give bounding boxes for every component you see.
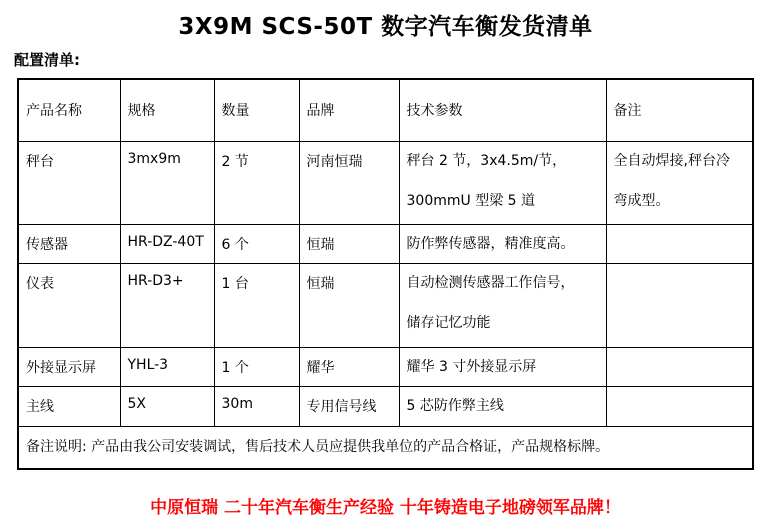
page-title: 3X9M SCS-50T 数字汽车衡发货清单 xyxy=(178,14,593,40)
header-product-name: 产品名称 xyxy=(18,79,120,141)
cell-tech-params xyxy=(399,386,606,426)
cell-tech-params xyxy=(399,263,606,347)
cell-spec: YHL-3 xyxy=(120,347,214,386)
cell-brand: 河南恒瑞 xyxy=(299,141,399,224)
table-row xyxy=(18,141,753,224)
header-quantity: 数量 xyxy=(214,79,299,141)
tech-line-2: 300mmU 型梁 5 道 xyxy=(406,192,536,209)
table-header-row xyxy=(18,79,753,141)
tech-line-2: 储存记忆功能 xyxy=(406,314,491,331)
brand-slogan: 中原恒瑞 二十年汽车衡生产经验 十年铸造电子地磅领军品牌！ xyxy=(150,498,621,518)
cell-product-name: 外接显示屏 xyxy=(18,347,120,386)
tech-line-1: 秤台 2 节，3x4.5m/节， xyxy=(406,152,567,169)
cell-brand: 耀华 xyxy=(299,347,399,386)
cell-quantity: 6 个 xyxy=(214,224,299,263)
cell-spec: HR-D3+ xyxy=(120,263,214,347)
tech-line-1: 耀华 3 寸外接显示屏 xyxy=(406,358,537,375)
table-row xyxy=(18,347,753,386)
shipping-list-table xyxy=(17,78,754,470)
cell-product-name: 秤台 xyxy=(18,141,120,224)
cell-quantity: 1 台 xyxy=(214,263,299,347)
header-brand: 品牌 xyxy=(299,79,399,141)
table-footer-row xyxy=(18,426,753,469)
table-row xyxy=(18,386,753,426)
cell-tech-params xyxy=(399,347,606,386)
cell-remarks xyxy=(606,347,753,386)
header-remarks: 备注 xyxy=(606,79,753,141)
cell-spec: 3mx9m xyxy=(120,141,214,224)
header-spec: 规格 xyxy=(120,79,214,141)
cell-product-name: 仪表 xyxy=(18,263,120,347)
cell-tech-params xyxy=(399,141,606,224)
table-row xyxy=(18,224,753,263)
cell-product-name: 传感器 xyxy=(18,224,120,263)
table-row xyxy=(18,263,753,347)
cell-quantity: 1 个 xyxy=(214,347,299,386)
footer-note: 备注说明: 产品由我公司安装调试，售后技术人员应提供我单位的产品合格证，产品规格标牌。 xyxy=(18,426,753,469)
tech-line-1: 自动检测传感器工作信号， xyxy=(406,274,575,291)
header-tech-params: 技术参数 xyxy=(399,79,606,141)
cell-quantity: 2 节 xyxy=(214,141,299,224)
cell-quantity: 30m xyxy=(214,386,299,426)
remark-line-2: 弯成型。 xyxy=(613,192,670,209)
tech-line-1: 防作弊传感器，精准度高。 xyxy=(406,235,575,252)
cell-remarks xyxy=(606,263,753,347)
cell-spec: HR-DZ-40T xyxy=(120,224,214,263)
remark-line-1: 全自动焊接,秤台冷 xyxy=(613,152,730,169)
cell-spec: 5X xyxy=(120,386,214,426)
cell-brand: 恒瑞 xyxy=(299,224,399,263)
section-label: 配置清单: xyxy=(14,51,80,69)
cell-remarks xyxy=(606,386,753,426)
cell-product-name: 主线 xyxy=(18,386,120,426)
cell-remarks xyxy=(606,224,753,263)
cell-brand: 恒瑞 xyxy=(299,263,399,347)
cell-tech-params xyxy=(399,224,606,263)
tech-line-1: 5 芯防作弊主线 xyxy=(406,397,504,414)
cell-brand: 专用信号线 xyxy=(299,386,399,426)
cell-remarks xyxy=(606,141,753,224)
